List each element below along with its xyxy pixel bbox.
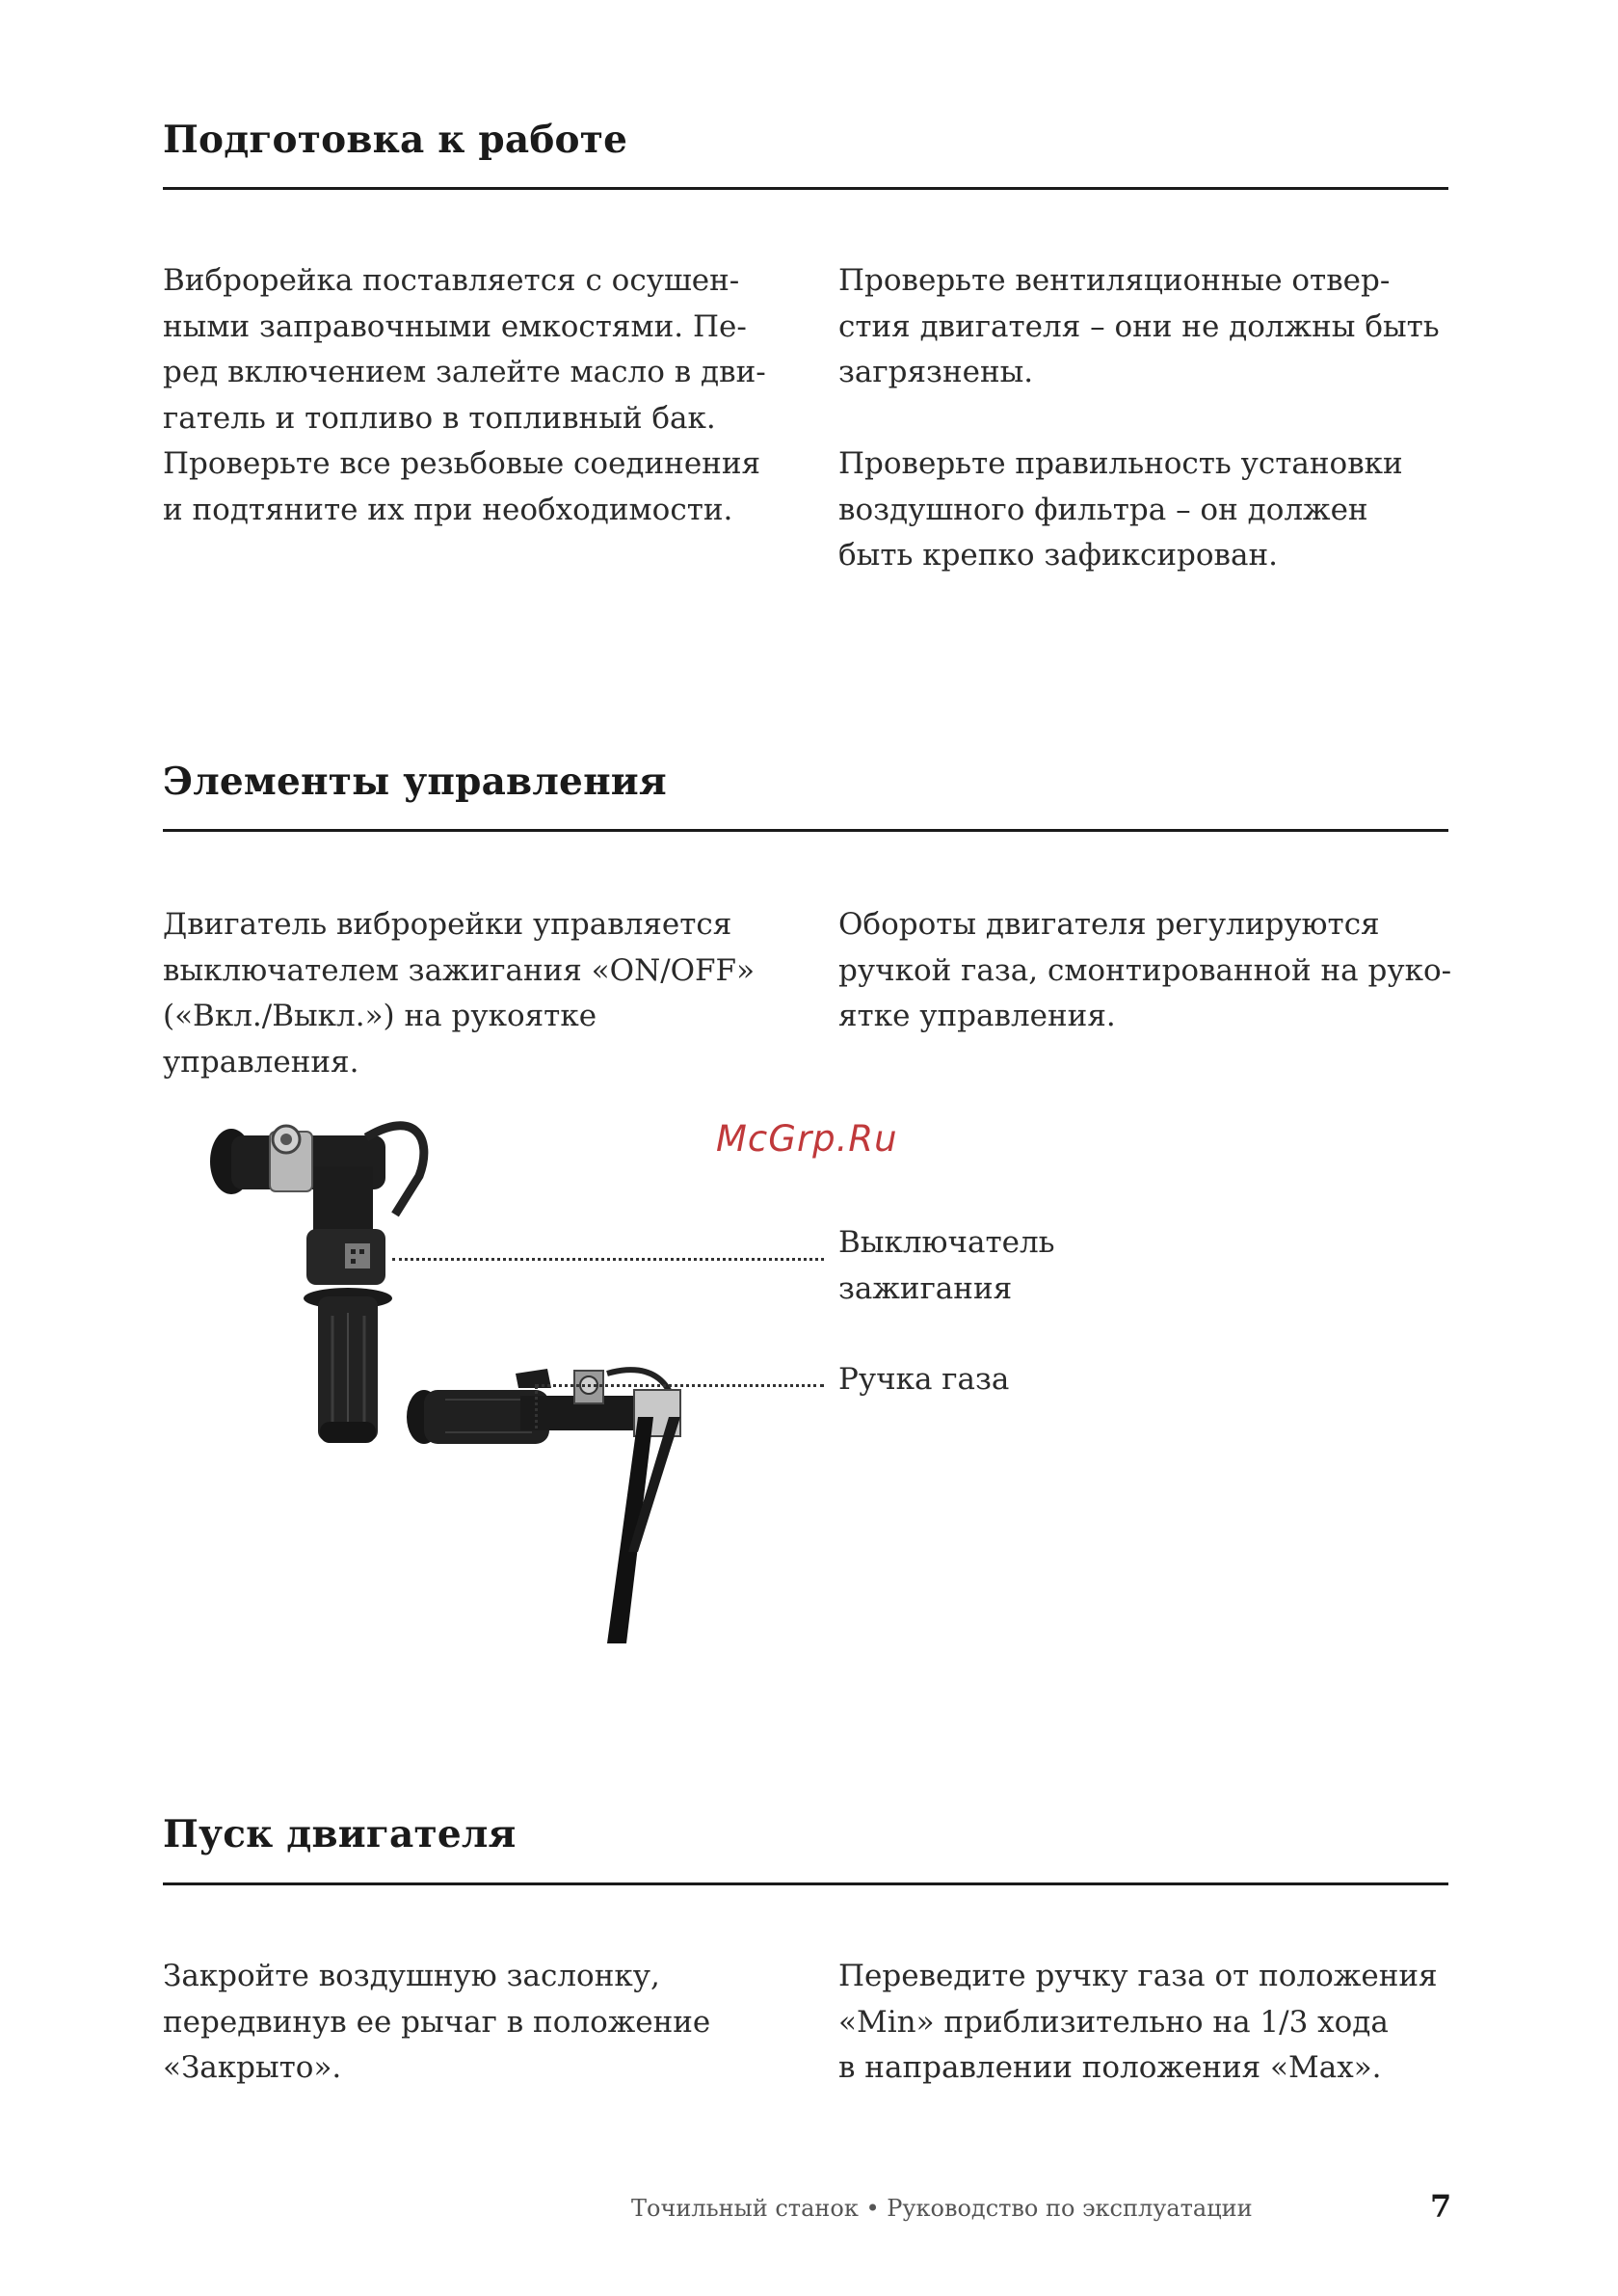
ignition-leader-line bbox=[392, 1258, 824, 1261]
engine-start-left-text: Закройте воздушную заслонку, передвинув ее рычаг в положение «Закрыто». bbox=[163, 1959, 711, 2085]
footer-title: Точильный станок • Руководство по эксплуатации bbox=[631, 2195, 1253, 2222]
controls-left-text: Двигатель виброрейки управляется выключателем зажигания «ON/OFF» («Вкл./Выкл.») на рукоятке управления. bbox=[163, 907, 756, 1080]
section-divider bbox=[163, 1882, 1448, 1885]
control-handle-illustration bbox=[193, 1099, 752, 1658]
preparation-left-text: Виброрейка поставляется с осушен- ными заправочными емкостями. Пе- ред включением залейте масло в дви- гатель и топливо в топливный бак. Проверьте все резьбовые соединения и подтяните их при необходимости. bbox=[163, 263, 766, 527]
section-title-preparation: Подготовка к работе bbox=[163, 118, 628, 162]
throttle-leader-line bbox=[535, 1384, 824, 1387]
page-number: 7 bbox=[1430, 2188, 1452, 2225]
ignition-switch-label: Выключатель зажигания bbox=[838, 1225, 1055, 1306]
watermark-text: McGrp.Ru bbox=[716, 1118, 898, 1160]
section-divider bbox=[163, 829, 1448, 832]
section-title-engine-start: Пуск двигателя bbox=[163, 1812, 517, 1856]
section-title-controls: Элементы управления bbox=[163, 760, 667, 804]
section-divider bbox=[163, 187, 1448, 190]
controls-right-text: Обороты двигателя регулируются ручкой газа, смонтированной на руко- ятке управления. bbox=[838, 907, 1452, 1033]
throttle-label: Ручка газа bbox=[838, 1362, 1010, 1397]
main-handle-graphic bbox=[210, 1126, 424, 1443]
preparation-right-text: Проверьте вентиляционные отвер- стия двигателя – они не должны быть загрязнены. Проверьте правильность установки воздушного фильтра – он должен быть крепко зафиксирован. bbox=[838, 263, 1440, 573]
throttle-leader-vertical bbox=[535, 1386, 538, 1428]
throttle-handle-graphic bbox=[407, 1369, 680, 1643]
engine-start-right-text: Переведите ручку газа от положения «Min» приблизительно на 1/3 хода в направлении положения «Max». bbox=[838, 1959, 1438, 2085]
